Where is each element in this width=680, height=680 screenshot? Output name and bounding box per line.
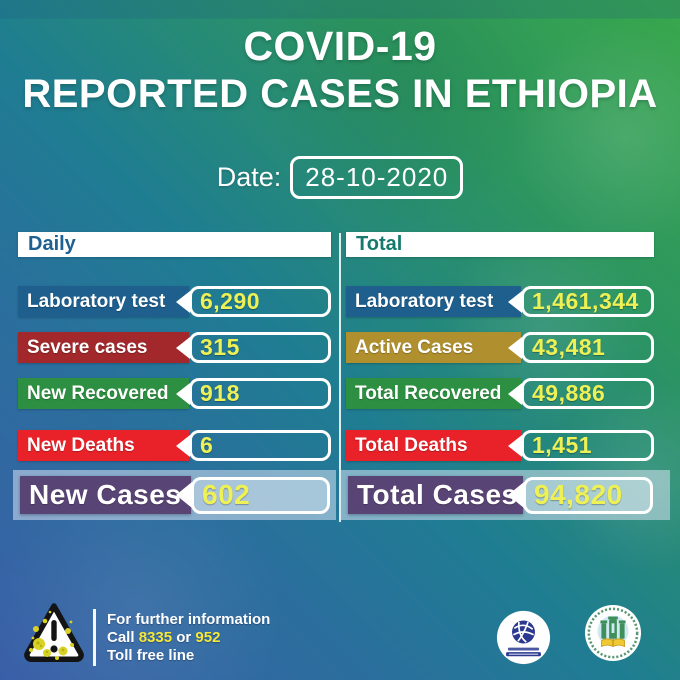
stat-value-box [523, 477, 653, 514]
stat-label: Laboratory test [355, 290, 494, 312]
stat-label: Total Deaths [355, 434, 468, 456]
stat-label: Severe cases [27, 336, 148, 358]
arrow-left-icon [176, 383, 190, 405]
title-line2: REPORTED CASES IN ETHIOPIA [22, 72, 658, 116]
stat-label-bar [346, 332, 521, 363]
stat-label: Total Cases [357, 479, 518, 510]
stat-label-bar [346, 286, 521, 317]
stat-value: 6,290 [200, 288, 261, 314]
arrow-left-icon [508, 482, 524, 508]
footer-info [107, 611, 270, 665]
stat-value-box [189, 332, 331, 363]
stat-label-bar [18, 286, 189, 317]
arrow-left-icon [176, 291, 190, 313]
arrow-left-icon [176, 337, 190, 359]
arrow-left-icon [508, 337, 522, 359]
stat-value: 315 [200, 334, 240, 360]
stat-label: New Deaths [27, 434, 135, 456]
stat-value-box [521, 286, 654, 317]
stat-value: 43,481 [532, 334, 606, 360]
highlight-band-total-cases [341, 470, 670, 520]
stat-row-total-deaths [346, 430, 654, 461]
stat-value: 94,820 [534, 479, 623, 510]
arrow-left-icon [176, 482, 192, 508]
info-line3: Toll free line [107, 647, 195, 664]
phone-number-1: 8335 [138, 629, 173, 646]
arrow-left-icon [508, 291, 522, 313]
stat-value: 49,886 [532, 380, 606, 406]
total-column [346, 232, 654, 524]
stat-value-box [521, 332, 654, 363]
daily-header: Daily [18, 232, 331, 257]
arrow-left-icon [508, 383, 522, 405]
stat-label: New Cases [29, 479, 182, 510]
stat-row-daily-recovered [18, 378, 331, 409]
stat-value-box [189, 430, 331, 461]
stat-value-box [521, 430, 654, 461]
stat-value-box [189, 378, 331, 409]
stat-label-bar [346, 430, 521, 461]
stat-row-total-active [346, 332, 654, 363]
stat-value: 1,451 [532, 432, 593, 458]
stat-value: 6 [200, 432, 214, 458]
stat-label-bar [346, 378, 521, 409]
total-header: Total [346, 232, 654, 257]
footer-divider [93, 609, 96, 666]
stat-label-bar [18, 378, 189, 409]
ministry-of-health-ethiopia-logo [496, 610, 551, 665]
stat-value-box [189, 286, 331, 317]
stat-label: Laboratory test [27, 290, 166, 312]
highlight-band-new-cases [13, 470, 336, 520]
title-line1: COVID-19 [243, 23, 437, 69]
stat-row-daily-deaths [18, 430, 331, 461]
arrow-left-icon [176, 435, 190, 457]
stat-value-box [521, 378, 654, 409]
stat-label: New Recovered [27, 382, 169, 404]
stat-row-daily-severe [18, 332, 331, 363]
daily-column [18, 232, 331, 524]
date-label: Date: [216, 162, 282, 192]
stat-label-bar [18, 332, 189, 363]
stat-label-bar [18, 430, 189, 461]
stat-value: 602 [202, 479, 251, 510]
stat-value: 918 [200, 380, 240, 406]
date-row [0, 156, 680, 199]
stat-row-total-lab-test [346, 286, 654, 317]
info-line2: Call 8335 or 952 [107, 629, 221, 646]
stat-value: 1,461,344 [532, 288, 639, 314]
page-title [0, 22, 680, 118]
arrow-left-icon [508, 435, 522, 457]
stat-row-daily-lab-test [18, 286, 331, 317]
date-value-box: 28-10-2020 [290, 156, 463, 199]
stat-row-total-recovered [346, 378, 654, 409]
info-line1: For further information [107, 611, 271, 628]
stat-label-bar [348, 476, 523, 514]
stat-label: Active Cases [355, 336, 474, 358]
stat-label-bar [20, 476, 191, 514]
stat-label: Total Recovered [355, 382, 502, 404]
stat-value-box [191, 477, 330, 514]
ethiopian-public-health-institute-logo [584, 604, 642, 662]
warning-virus-icon [22, 600, 86, 666]
phone-number-2: 952 [195, 629, 221, 646]
